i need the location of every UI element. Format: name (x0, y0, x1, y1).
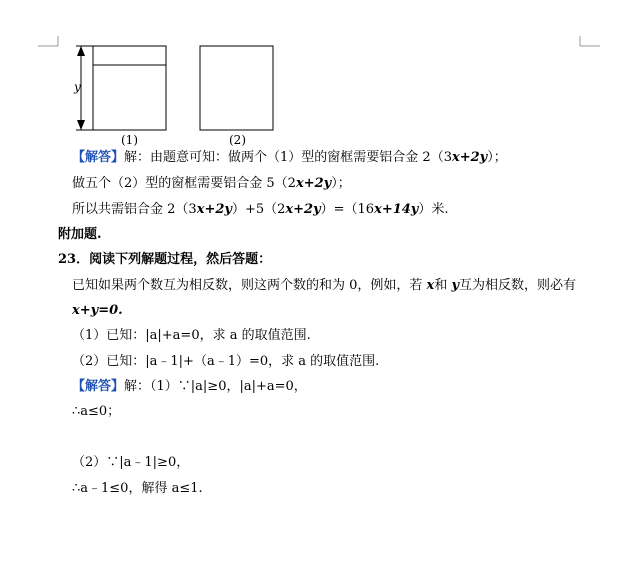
question-23-intro (72, 277, 576, 295)
question-23-solution-2: （2）∵|a﹣1|≥0， (72, 455, 190, 470)
solution-line-2-text: 做五个（2）型的窗框需要铝合金 5（2 (72, 176, 296, 191)
solution-line-3-tail: ）米. (418, 202, 449, 217)
dimension-y-label: y (74, 80, 81, 94)
q23-solution-label: 【解答】 (72, 379, 125, 394)
expr-x-plus-2y-c: x+2y (196, 202, 232, 217)
expr-x-plus-14y: x+14y (374, 202, 419, 217)
question-23-solution-2b: ∴a﹣1≤0，解得 a≤1. (72, 481, 203, 496)
figure-caption-2: (2) (229, 133, 246, 147)
solution-line-3-mid1: ）+5（2 (231, 202, 286, 217)
solution-line-1 (72, 149, 507, 167)
crop-mark-top-left (38, 36, 60, 48)
question-23-title: 23．阅读下列解题过程，然后答题： (58, 252, 272, 267)
question-23-part-2: （2）已知：|a﹣1|+（a﹣1）=0，求 a 的取值范围. (72, 354, 380, 369)
solution-label: 【解答】 (72, 150, 125, 165)
solution-line-3 (72, 201, 449, 219)
question-23-part-1: （1）已知：|a|+a=0，求 a 的取值范围. (72, 328, 311, 343)
intro-and: 和 (434, 278, 448, 293)
expr-x-plus-2y-b: x+2y (295, 176, 332, 191)
window-frame-figure (68, 44, 288, 134)
expr-x-plus-2y-d: x+2y (285, 202, 321, 217)
expr-x-plus-2y: x+2y (451, 150, 488, 165)
solution-line-3-text: 所以共需铝合金 2（3 (72, 202, 197, 217)
intro-equation: x+y=0. (72, 303, 123, 318)
solution-line-1-tail: ）； (487, 150, 507, 165)
intro-var-y: y (451, 278, 460, 293)
q23-solution-1-text: 解：（1）∵|a|≥0，|a|+a=0， (124, 379, 307, 394)
question-23-solution-1b: ∴a≤0； (72, 404, 121, 419)
solution-line-2-tail: ）； (331, 176, 351, 191)
solution-line-1-text: 解：由题意可知：做两个（1）型的窗框需要铝合金 2（3 (124, 150, 452, 165)
solution-line-2 (72, 175, 351, 193)
crop-mark-top-right (578, 36, 600, 48)
intro-text-b: 互为相反数，则必有 (459, 278, 577, 293)
intro-text-a: 已知如果两个数互为相反数，则这两个数的和为 0，例如，若 (72, 278, 423, 293)
extra-heading: 附加题. (58, 227, 102, 242)
solution-line-3-mid2: ）=（16 (320, 202, 375, 217)
intro-var-x: x (426, 278, 435, 293)
figure-caption-1: (1) (121, 133, 138, 147)
question-23-solution-1 (72, 378, 307, 396)
